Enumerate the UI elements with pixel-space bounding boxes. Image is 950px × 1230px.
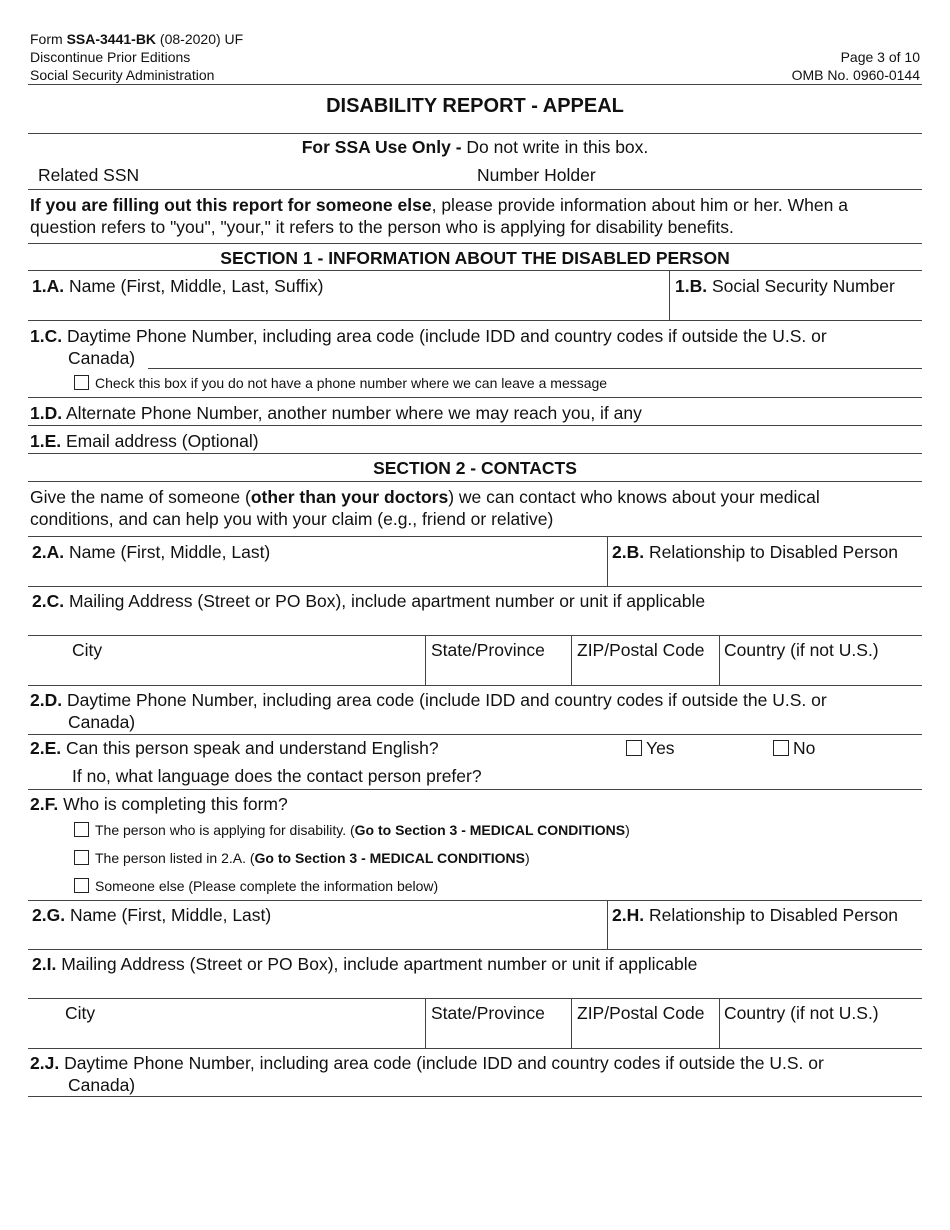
q2d-phone-field[interactable]: 2.D. Daytime Phone Number, including area code (include IDD and country codes if outside the U.S. or (30, 690, 827, 710)
q1a-bottom (28, 320, 922, 321)
checkbox-icon[interactable] (74, 375, 89, 390)
q1a-name-field[interactable]: 1.A. Name (First, Middle, Last, Suffix) (32, 276, 324, 296)
zip2-divider (719, 998, 720, 1048)
q2c-address-bottom (28, 685, 922, 686)
q2f-question: 2.F. Who is completing this form? (30, 794, 288, 814)
q1e-email-field[interactable]: 1.E. Email address (Optional) (30, 431, 259, 451)
q2ab-divider (607, 536, 608, 586)
q2f-option-someone-else[interactable]: Someone else (Please complete the information below) (74, 878, 438, 894)
q2e-bottom (28, 789, 922, 790)
related-ssn-field[interactable]: Related SSN (38, 165, 140, 185)
q2c-bottom (28, 635, 922, 636)
q2e-no-checkbox[interactable]: No (773, 738, 815, 759)
q2g-bottom (28, 949, 922, 950)
intro-divider (28, 243, 922, 244)
checkbox-icon[interactable] (773, 740, 789, 756)
q1c-phone-label-2: Canada) (68, 348, 136, 368)
q2e-english-question: 2.E. Can this person speak and understand English? (30, 738, 439, 758)
q2i-address-field[interactable]: 2.I. Mailing Address (Street or PO Box), include apartment number or unit if applicable (32, 954, 698, 974)
q2i-address-bottom (28, 1048, 922, 1049)
section-2-title: SECTION 2 - CONTACTS (373, 458, 577, 478)
section-2-intro-2: conditions, and can help you with your claim (e.g., friend or relative) (30, 509, 554, 529)
q2e-yes-checkbox[interactable]: Yes (626, 738, 675, 759)
intro-line-1: If you are filling out this report for someone else, please provide information about him or her. When a (30, 195, 848, 215)
ssa-box-top (28, 133, 922, 134)
checkbox-icon[interactable] (74, 850, 89, 865)
q2j-phone-field[interactable]: 2.J. Daytime Phone Number, including area code (include IDD and country codes if outside the U.S. or (30, 1053, 824, 1073)
q2a-name-field[interactable]: 2.A. Name (First, Middle, Last) (32, 542, 271, 562)
q2i-country-field[interactable]: Country (if not U.S.) (724, 1003, 879, 1023)
city2-divider (425, 998, 426, 1048)
zip-divider (719, 635, 720, 685)
q2gh-divider (607, 900, 608, 949)
page-number: Page 3 of 10 (840, 49, 920, 65)
section-2-intro-1: Give the name of someone (other than your doctors) we can contact who knows about your medical (30, 487, 820, 507)
q1d-alternate-phone-field[interactable]: 1.D. Alternate Phone Number, another number where we may reach you, if any (30, 403, 642, 423)
q1c-phone-input[interactable] (148, 368, 922, 369)
q2j-phone-label-2: Canada) (68, 1075, 136, 1095)
q1c-no-phone-checkbox[interactable]: Check this box if you do not have a phone number where we can leave a message (74, 375, 607, 391)
q1e-bottom (28, 453, 922, 454)
section-1-title: SECTION 1 - INFORMATION ABOUT THE DISABLED PERSON (220, 248, 730, 268)
state-divider (571, 635, 572, 685)
q2d-phone-label-2: Canada) (68, 712, 136, 732)
q2d-bottom (28, 734, 922, 735)
q2i-state-field[interactable]: State/Province (431, 1003, 545, 1023)
number-holder-field[interactable]: Number Holder (477, 165, 596, 185)
omb-number: OMB No. 0960-0144 (791, 67, 920, 83)
ssa-box-bottom (28, 189, 922, 190)
q2i-zip-field[interactable]: ZIP/Postal Code (577, 1003, 705, 1023)
intro-line-2: question refers to "you", "your," it refers to the person who is applying for disability benefits. (30, 217, 734, 237)
form-id: Form SSA-3441-BK (08-2020) UF (30, 31, 244, 47)
checkbox-icon[interactable] (74, 878, 89, 893)
agency-name: Social Security Administration (30, 67, 215, 83)
section-1-divider (28, 270, 922, 271)
state2-divider (571, 998, 572, 1048)
header-divider (28, 84, 922, 85)
q2g-name-field[interactable]: 2.G. Name (First, Middle, Last) (32, 905, 272, 925)
q2f-option-applicant[interactable]: The person who is applying for disability. (Go to Section 3 - MEDICAL CONDITIONS) (74, 822, 630, 838)
page-title: DISABILITY REPORT - APPEAL (326, 95, 624, 117)
checkbox-icon[interactable] (626, 740, 642, 756)
ssa-use-label: For SSA Use Only - Do not write in this box. (301, 137, 649, 157)
q2c-address-field[interactable]: 2.C. Mailing Address (Street or PO Box), include apartment number or unit if applicable (32, 591, 706, 611)
q2j-bottom (28, 1096, 922, 1097)
discontinue-note: Discontinue Prior Editions (30, 49, 191, 65)
q2h-relationship-field[interactable]: 2.H. Relationship to Disabled Person (612, 905, 899, 925)
q2c-zip-field[interactable]: ZIP/Postal Code (577, 640, 705, 660)
q2c-state-field[interactable]: State/Province (431, 640, 545, 660)
q1b-ssn-field[interactable]: 1.B. Social Security Number (675, 276, 895, 296)
q2f-option-contact[interactable]: The person listed in 2.A. (Go to Section 3 - MEDICAL CONDITIONS) (74, 850, 530, 866)
city-divider (425, 635, 426, 685)
q2i-city-field[interactable]: City (65, 1003, 96, 1023)
section-2-divider (28, 481, 922, 482)
q2a-bottom (28, 586, 922, 587)
q2f-bottom (28, 900, 922, 901)
intro2-bottom (28, 536, 922, 537)
q2c-city-field[interactable]: City (72, 640, 103, 660)
q2e-language-field[interactable]: If no, what language does the contact person prefer? (72, 766, 482, 786)
q1-divider (669, 270, 670, 320)
q1c-phone-label: 1.C. Daytime Phone Number, including area code (include IDD and country codes if outside the U.S. or (30, 326, 827, 346)
q1d-bottom (28, 425, 922, 426)
q2c-country-field[interactable]: Country (if not U.S.) (724, 640, 879, 660)
q1c-bottom (28, 397, 922, 398)
q2b-relationship-field[interactable]: 2.B. Relationship to Disabled Person (612, 542, 899, 562)
checkbox-icon[interactable] (74, 822, 89, 837)
q2i-bottom (28, 998, 922, 999)
